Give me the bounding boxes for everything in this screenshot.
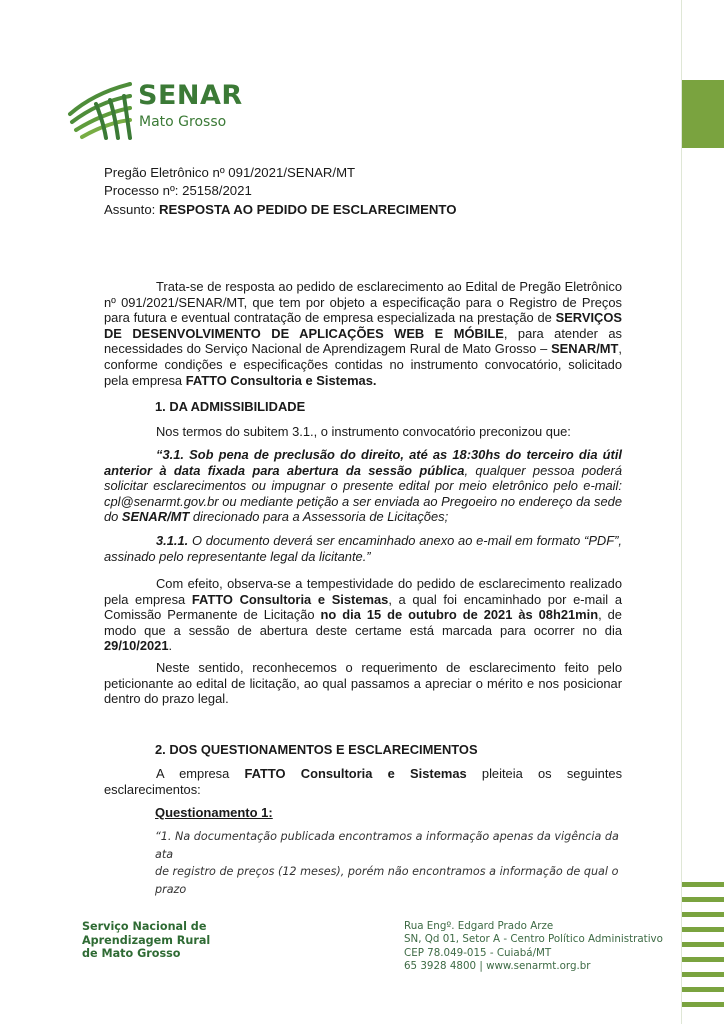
section-1-title: 1. DA ADMISSIBILIDADE xyxy=(155,399,306,414)
subject-value: RESPOSTA AO PEDIDO DE ESCLARECIMENTO xyxy=(158,201,457,217)
footer-address: Rua Engº. Edgard Prado Arze SN, Qd 01, Setor A - Centro Político Administrativo CEP 78.049-015 - Cuiabá/MT 65 3928 4800 | www.senarmt.org.br xyxy=(404,920,663,973)
footer-organization: Serviço Nacional de Aprendizagem Rural de Mato Grosso xyxy=(82,920,211,961)
decorative-stripes xyxy=(682,882,724,1017)
logo-wordmark: SENAR xyxy=(138,80,243,111)
quoted-clause-3-1-1: 3.1.1. O documento deverá ser encaminhado anexo ao e-mail em formato “PDF”, assinado pelo representante legal da licitante.” xyxy=(104,533,622,564)
footer-contact: 65 3928 4800 | www.senarmt.org.br xyxy=(404,960,591,973)
tender-number: Pregão Eletrônico nº 091/2021/SENAR/MT xyxy=(104,165,356,180)
subject-line xyxy=(104,201,456,219)
subject-label: Assunto: xyxy=(104,201,159,217)
acknowledgement-paragraph: Neste sentido, reconhecemos o requerimento de esclarecimento feito pelo peticionante ao edital de licitação, ao qual passamos a apreciar o mérito e nos posicionar dentro do prazo legal. xyxy=(104,660,622,707)
question-1-text: “1. Na documentação publicada encontramos a informação apenas da vigência da ata de registro de preços (12 meses), porém não encontramos a informação de qual o prazo xyxy=(155,830,619,896)
decorative-green-block xyxy=(682,80,724,148)
process-number: Processo nº: 25158/2021 xyxy=(104,183,252,199)
document-header xyxy=(104,164,456,219)
quoted-clause-3-1: “3.1. Sob pena de preclusão do direito, até as 18:30hs do terceiro dia útil anterior à data fixada para abertura da sessão pública, qualquer pessoa poderá solicitar esclarecimentos ou impugnar o presente edital por meio eletrônico pelo e-mail: cpl@senarmt.gov.br ou mediante petição a ser enviada ao Pregoeiro no endereço da sede do SENAR/MT direcionado para a Assessoria de Licitações; xyxy=(104,447,622,525)
margin-rule xyxy=(681,0,682,1024)
section-1-paragraph: Nos termos do subitem 3.1., o instrumento convocatório preconizou que: xyxy=(156,424,571,439)
section-2-paragraph: A empresa FATTO Consultoria e Sistemas pleiteia os seguintes esclarecimentos: xyxy=(104,766,623,797)
section-2-title: 2. DOS QUESTIONAMENTOS E ESCLARECIMENTOS xyxy=(155,742,478,757)
intro-paragraph: Trata-se de resposta ao pedido de esclarecimento ao Edital de Pregão Eletrônico nº 091/2021/SENAR/MT, que tem por objeto a especificação para o Registro de Preços para futura e eventual contratação de empresa especializada na prestação de SERVIÇOS DE DESENVOLVIMENTO DE APLICAÇÕES WEB E MÓBILE, para atender as necessidades do Serviço Nacional de Aprendizagem Rural de Mato Grosso – SENAR/MT, conforme condições e especificações contidas no instrumento convocatório, solicitado pela empresa FATTO Consultoria e Sistemas. xyxy=(104,279,622,388)
logo-subtitle: Mato Grosso xyxy=(139,114,227,130)
question-1-title: Questionamento 1: xyxy=(155,805,273,820)
timeliness-paragraph: Com efeito, observa-se a tempestividade do pedido de esclarecimento realizado pela empresa FATTO Consultoria e Sistemas, a qual foi encaminhado por e-mail a Comissão Permanente de Licitação no dia 15 de outubro de 2021 às 08h21min, de modo que a sessão de abertura deste certame está marcada para ocorrer no dia 29/10/2021. xyxy=(104,576,622,654)
